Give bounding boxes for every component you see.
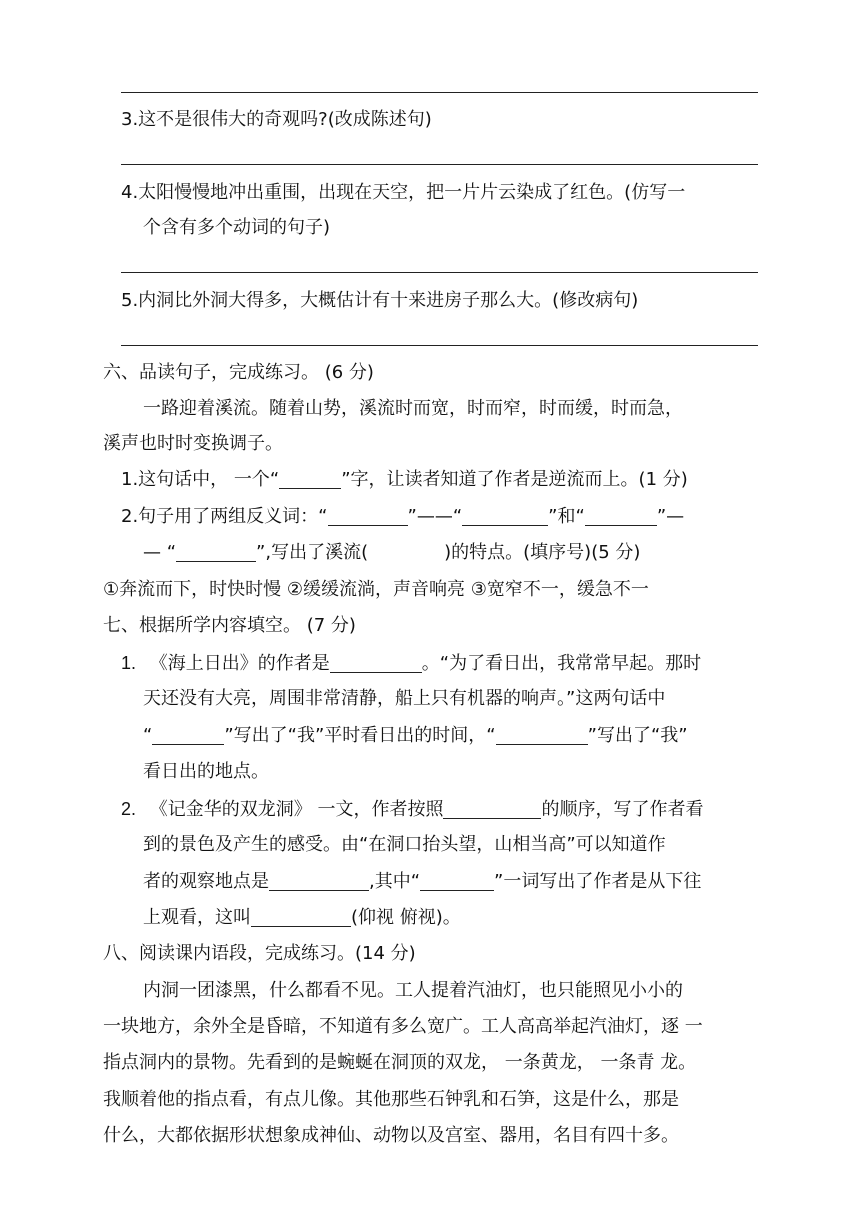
q6-item2-text-d: ”— (656, 506, 685, 527)
blank-field[interactable] (496, 726, 588, 745)
blank-field[interactable] (420, 872, 494, 891)
q6-item1-text-a: 1.这句话中， 一个“ (121, 469, 280, 490)
blank-field[interactable] (251, 908, 351, 927)
blank-field[interactable] (269, 872, 369, 891)
blank-field[interactable] (330, 654, 422, 673)
q5-item-4-line1: 4.太阳慢慢地冲出重围，出现在天空，把一片片云染成了红色。(仿写一 (121, 182, 686, 203)
q7-item-2-line1 (121, 797, 703, 822)
q7-item-1-line2: 天还没有大亮，周围非常清静，船上只有机器的响声。”这两句话中 (143, 688, 666, 709)
q7-item2-text-c: 者的观察地点是 (143, 871, 269, 892)
q7-item2-text-g: (仰视 俯视)。 (351, 907, 461, 928)
q7-item1-text-b: 。“为了看日出，我常常早起。那时 (421, 653, 702, 674)
q7-item-2-line4 (143, 906, 461, 930)
q7-item1-text-e: ”写出了“我” (587, 725, 688, 746)
q6-item2-text-f: ”,写出了溪流( (256, 542, 369, 563)
q6-passage-line1: 一路迎着溪流。随着山势，溪流时而宽，时而窄，时而缓，时而急， (143, 398, 683, 419)
blank-field[interactable] (328, 507, 408, 526)
q7-item-2-line2: 到的景色及产生的感受。由“在洞口抬头望，山相当高”可以知道作 (143, 834, 666, 855)
q5-item-5: 5.内洞比外洞大得多，大概估计有十来进房子那么大。(修改病句) (121, 290, 639, 311)
q8-passage-line4: 我顺着他的指点看，有点儿像。其他那些石钟乳和石笋，这是什么，那是 (103, 1089, 679, 1110)
q8-passage-line1: 内洞一团漆黑，什么都看不见。工人提着汽油灯，也只能照见小小的 (143, 980, 683, 1001)
q7-item1-text-a: 《海上日出》的作者是 (149, 653, 330, 674)
q6-item2-text-b: ”——“ (407, 506, 463, 527)
q7-item2-text-b: 的顺序，写了作者看 (541, 799, 704, 820)
q7-item-1-line3 (143, 724, 688, 748)
q7-item2-text-d: ,其中“ (369, 871, 421, 892)
q7-item-1-line1 (121, 651, 701, 676)
q6-item1-text-b: ”字，让读者知道了作者是逆流而上。(1 分) (341, 469, 688, 490)
blank-field[interactable] (176, 543, 256, 562)
q7-item2-text-e: ”一词写出了作者是从下往 (494, 871, 702, 892)
q6-item2-text-g: )的特点。(填序号)(5 分) (444, 542, 641, 563)
q7-item1-number: 1. (121, 653, 137, 673)
q5-item-4-line2: 个含有多个动词的句子) (143, 217, 331, 238)
answer-line[interactable] (121, 164, 758, 165)
q6-options: ①奔流而下，时快时慢 ②缓缓流淌，声音响亮 ③宽窄不一，缓急不一 (103, 579, 649, 600)
q6-item2-text-a: 2.句子用了两组反义词：“ (121, 506, 328, 527)
q8-passage-line3: 指点洞内的景物。先看到的是蜿蜒在洞顶的双龙， 一条黄龙， 一条青 龙。 (103, 1052, 697, 1073)
q6-item2-text-e: — “ (143, 542, 177, 563)
q8-passage-line5: 什么，大都依据形状想象成神仙、动物以及宫室、器用，名目有四十多。 (103, 1125, 679, 1146)
q7-heading: 七、根据所学内容填空。 (7 分) (103, 615, 356, 636)
q5-item-3: 3.这不是很伟大的奇观吗?(改成陈述句) (121, 109, 432, 130)
q6-item-2-line2 (143, 541, 640, 565)
q6-heading: 六、品读句子，完成练习。 (6 分) (103, 362, 374, 383)
answer-line[interactable] (121, 272, 758, 273)
q6-item-1 (121, 468, 688, 492)
q8-heading: 八、阅读课内语段，完成练习。(14 分) (103, 943, 416, 964)
q7-item-2-line3 (143, 870, 701, 894)
q7-item2-text-a: 《记金华的双龙洞》 一文，作者按照 (149, 799, 444, 820)
q7-item1-text-d: ”写出了“我”平时看日出的时间，“ (224, 725, 496, 746)
q8-passage-line2: 一块地方，余外全是昏暗，不知道有多么宽广。工人高高举起汽油灯，逐 一 (103, 1016, 703, 1037)
q6-item2-text-c: ”和“ (548, 506, 585, 527)
q7-item1-text-c: “ (143, 725, 153, 746)
blank-field[interactable] (462, 507, 548, 526)
blank-field[interactable] (585, 507, 657, 526)
blank-field[interactable] (152, 726, 224, 745)
q6-passage-line2: 溪声也时时变换调子。 (103, 433, 283, 454)
answer-line[interactable] (121, 345, 758, 346)
q6-item-2-line1 (121, 505, 684, 529)
q7-item-1-line4: 看日出的地点。 (143, 761, 269, 782)
q7-item2-number: 2. (121, 799, 137, 819)
answer-line[interactable] (121, 92, 758, 93)
blank-field[interactable] (279, 470, 341, 489)
blank-field[interactable] (443, 800, 541, 819)
q7-item2-text-f: 上观看，这叫 (143, 907, 251, 928)
